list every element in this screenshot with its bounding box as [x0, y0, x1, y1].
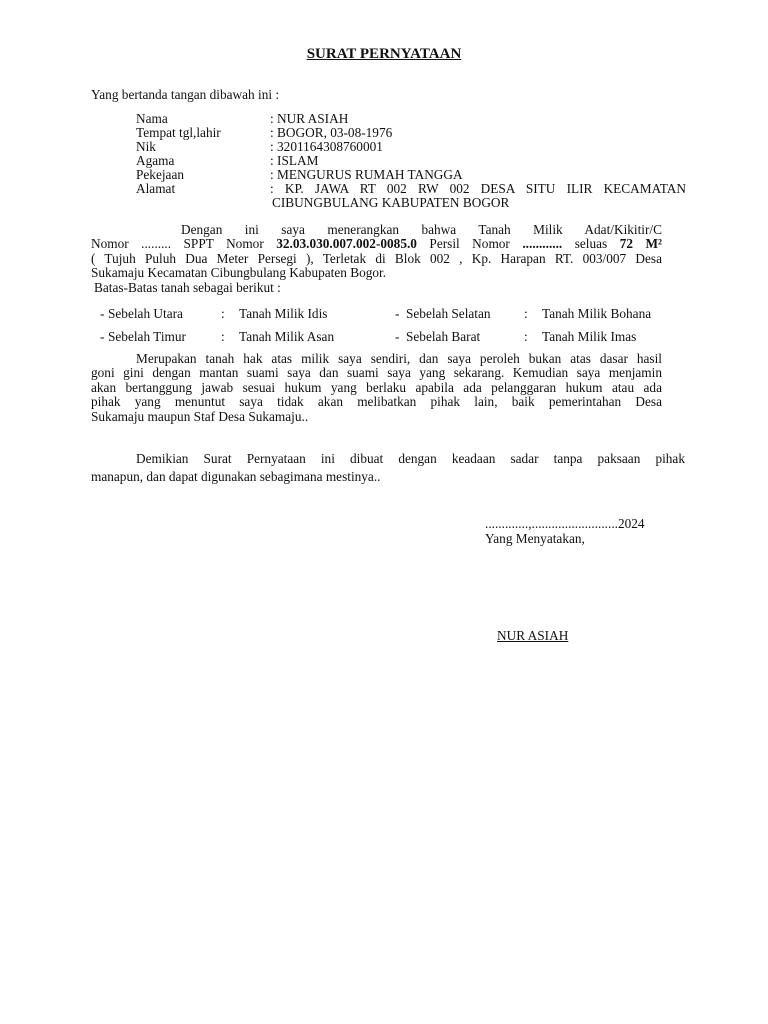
paragraph-ownership-line: goni gini dengan mantan suami saya dan suami saya yang sekarang. Kemudian saya menjamin [91, 365, 662, 381]
identity-value-nik: : 3201164308760001 [270, 139, 383, 154]
boundary-colon: : [524, 306, 528, 321]
boundary-colon: : [524, 329, 528, 344]
identity-value-alamat-2: CIBUNGBULANG KABUPATEN BOGOR [272, 195, 510, 210]
boundary-dash: - [100, 329, 105, 344]
sppt-prefix: Nomor ......... SPPT Nomor [91, 236, 277, 252]
identity-label-pekerjaan: Pekejaan [136, 167, 184, 182]
paragraph-ownership-line: Merupakan tanah hak atas milik saya sendiri, dan saya peroleh bukan atas dasar hasil [136, 351, 662, 366]
identity-label-nik: Nik [136, 139, 156, 154]
identity-value-pekerjaan: : MENGURUS RUMAH TANGGA [270, 167, 463, 182]
paragraph-land-line-4: Sukamaju Kecamatan Cibungbulang Kabupaten Bogor. [91, 265, 387, 281]
sppt-number: 32.03.030.007.002-0085.0 [276, 236, 417, 252]
boundary-label-selatan: Sebelah Selatan [406, 306, 491, 321]
paragraph-land-line-2 [91, 237, 662, 251]
signature-name: NUR ASIAH [497, 628, 569, 643]
identity-value-ttl: : BOGOR, 03-08-1976 [270, 125, 393, 140]
boundary-colon: : [221, 329, 225, 344]
identity-label-ttl: Tempat tgl,lahir [136, 125, 221, 140]
boundaries-intro: Batas-Batas tanah sebagai berikut : [94, 280, 281, 295]
identity-label-nama: Nama [136, 111, 168, 126]
boundary-colon: : [221, 306, 225, 321]
boundary-dash: - [395, 306, 400, 321]
boundary-value-timur: Tanah Milik Asan [239, 329, 335, 344]
area-prefix: seluas [562, 236, 620, 252]
paragraph-ownership [91, 352, 662, 424]
signature-date: .............,..........................2024 [485, 516, 645, 531]
boundary-label-barat: Sebelah Barat [406, 329, 481, 344]
identity-label-alamat: Alamat [136, 181, 176, 196]
boundary-label-utara: Sebelah Utara [108, 306, 183, 321]
document-title: SURAT PERNYATAAN [306, 46, 462, 62]
signature-closing: Yang Menyatakan, [485, 531, 585, 546]
boundary-value-selatan: Tanah Milik Bohana [542, 306, 652, 321]
identity-value-alamat: : KP. JAWA RT 002 RW 002 DESA SITU ILIR KECAMATAN [270, 181, 686, 196]
boundary-value-barat: Tanah Milik Imas [542, 329, 637, 344]
paragraph-ownership-line: Sukamaju maupun Staf Desa Sukamaju.. [91, 408, 309, 424]
paragraph-ownership-line: pihak yang menuntut saya tidak akan melibatkan pihak lain, baik pemerintahan Desa [91, 394, 662, 410]
paragraph-closing [91, 450, 685, 486]
identity-value-agama: : ISLAM [270, 153, 319, 168]
boundary-dash: - [395, 329, 400, 344]
paragraph-land-line-3: ( Tujuh Puluh Dua Meter Persegi ), Terletak di Blok 002 , Kp. Harapan RT. 003/007 Desa [91, 250, 662, 266]
intro-text: Yang bertanda tangan dibawah ini : [91, 87, 280, 102]
paragraph-land [91, 223, 662, 281]
land-area: 72 M² [619, 236, 662, 252]
identity-label-agama: Agama [136, 153, 175, 168]
paragraph-closing-line: manapun, dan dapat digunakan sebagimana mestinya.. [91, 469, 381, 484]
paragraph-closing-line: Demikian Surat Pernyataan ini dibuat dengan keadaan sadar tanpa paksaan pihak [136, 451, 685, 466]
paragraph-ownership-line: akan bertanggung jawab sesuai hukum yang berlaku apabila ada pelanggaran hukum atau ada [91, 379, 662, 395]
boundary-label-timur: Sebelah Timur [108, 329, 186, 344]
boundary-value-utara: Tanah Milik Idis [239, 306, 328, 321]
persil-prefix: Persil Nomor [416, 236, 523, 252]
paragraph-land-line-1: Dengan ini saya menerangkan bahwa Tanah Milik Adat/Kikitir/C [181, 222, 662, 237]
identity-value-nama: : NUR ASIAH [270, 111, 349, 126]
persil-number: ............ [522, 236, 563, 252]
boundary-dash: - [100, 306, 105, 321]
